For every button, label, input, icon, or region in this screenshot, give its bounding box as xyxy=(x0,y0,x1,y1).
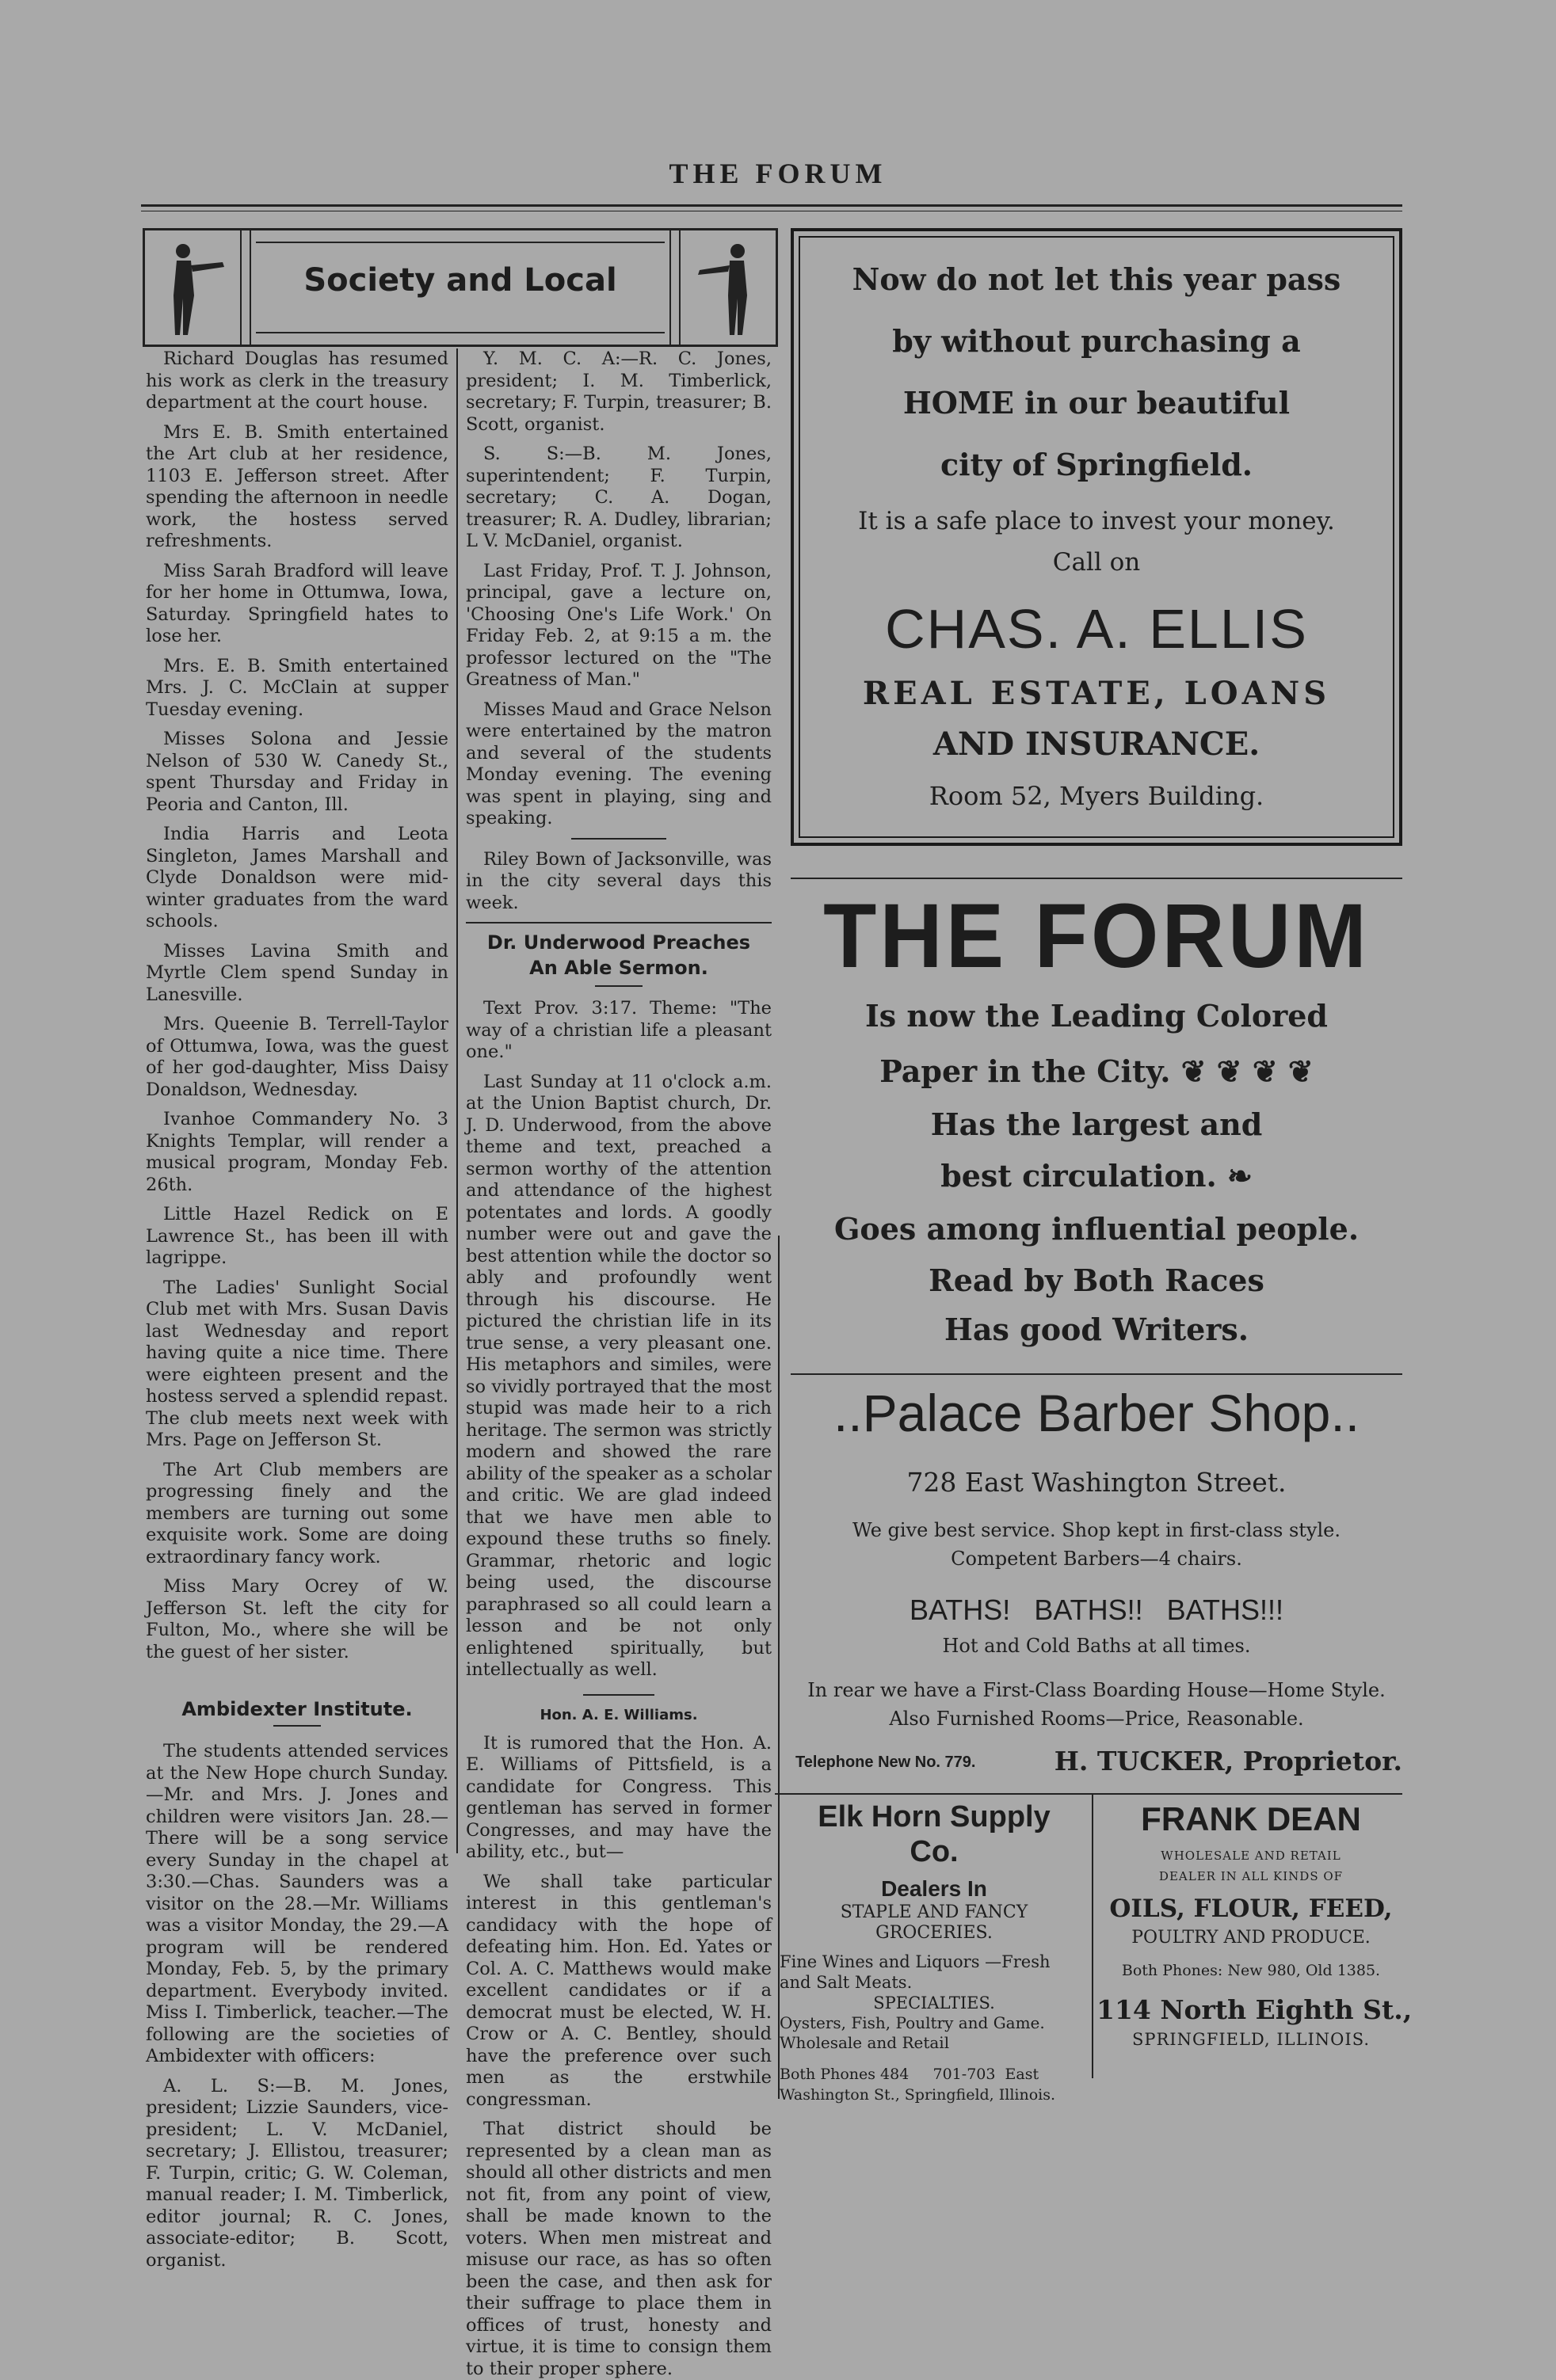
elkhorn-name-1: Elk Horn Supply xyxy=(780,1799,1089,1834)
local-item-3: Miss Sarah Bradford will leave for her home in Ottumwa, Iowa, Saturday. Springfield hates to lose her. xyxy=(146,561,448,648)
ellis-business-2: AND INSURANCE. xyxy=(794,725,1399,763)
ambidexter-heading: Ambidexter Institute. xyxy=(146,1698,448,1720)
local-item-4: Mrs. E. B. Smith entertained Mrs. J. C. McClain at supper Tuesday evening. xyxy=(146,656,448,722)
underwood-item-2: Last Sunday at 11 o'clock a.m. at the Union Baptist church, Dr. J. D. Underwood, from the above theme and text, preached a sermon worthy of the attention and attendance of the highest potentates and lords. A goodly number were out and gave the best attention while the doctor so ably and profoundly went through his discourse. He pictured the christian life in its true sense, a very pleasant one. His metaphors and similes, were so vividly portrayed that the most stupid was made heir to a rich heritage. The sermon was strictly modern and showed the rare ability of the speaker as a scholar and critic. We are glad indeed that we have men able to expound these truths so finely. Grammar, rhetoric and logic being used, the discourse paraphrased so all could learn a lesson and be not only enlightened spiritually, but intellectually as well. xyxy=(466,1072,772,1681)
society-officers-item-2: S. S:—B. M. Jones, superintendent; F. Turpin, secretary; C. A. Dogan, treasurer; R. A. Dudley, librarian; L V. McDaniel, organist. xyxy=(466,444,772,553)
forum-line-5: Goes among influential people. xyxy=(791,1202,1402,1256)
society-officers-item-4: Misses Maud and Grace Nelson were entertained by the matron and several of the students Monday evening. The evening was spent in playing, sing and speaking. xyxy=(466,699,772,830)
waiter-right-icon xyxy=(690,240,761,338)
barber-service-2: Competent Barbers—4 chairs. xyxy=(791,1548,1402,1570)
dean-ad xyxy=(1096,1799,1405,2051)
local-item-1: Richard Douglas has resumed his work as clerk in the treasury department at the court house. xyxy=(146,348,448,414)
elkhorn-phones-1: Both Phones 484 701-703 East xyxy=(780,2064,1089,2085)
elkhorn-staple: STAPLE AND FANCY xyxy=(780,1902,1089,1923)
forum-line-3: Has the largest and xyxy=(791,1099,1402,1150)
forum-ad-rule xyxy=(791,878,1402,879)
bottom-ads-divider xyxy=(1092,1793,1093,2078)
dean-poultry: POULTRY AND PRODUCE. xyxy=(1096,1926,1405,1950)
barber-board-1: In rear we have a First-Class Boarding House—Home Style. xyxy=(791,1679,1402,1701)
ellis-safe: It is a safe place to invest your money. xyxy=(794,507,1399,535)
ellis-line-3: HOME in our beautiful xyxy=(794,372,1399,434)
underwood-items xyxy=(466,998,772,1681)
dean-sub-1: WHOLESALE AND RETAIL xyxy=(1096,1845,1405,1866)
dean-city: SPRINGFIELD, ILLINOIS. xyxy=(1096,2028,1405,2051)
elkhorn-oysters-2: Wholesale and Retail xyxy=(780,2033,1089,2053)
column-2-items xyxy=(466,348,772,830)
elkhorn-dealers: Dealers In xyxy=(780,1875,1089,1902)
barber-telephone: Telephone New No. 779. xyxy=(795,1754,975,1772)
elkhorn-oysters-1: Oysters, Fish, Poultry and Game. xyxy=(780,2013,1089,2033)
ellis-line-1: Now do not let this year pass xyxy=(794,249,1399,310)
williams-item-1: It is rumored that the Hon. A. E. Williams of Pittsfield, is a candidate for Congress. This gentleman has served in former Congresses, and may have the ability, etc., but— xyxy=(466,1733,772,1864)
riley-rule xyxy=(571,838,666,840)
ellis-ad xyxy=(791,228,1402,846)
ambidexter-item-1: The students attended services at the New Hope church Sunday.—Mr. and Mrs. J. Jones and children were visitors Jan. 28.—There will be a song service every Sunday in the chapel at 3:30.—Chas. Saunders was a visitor on the 28.—Mr. Williams was a visitor Monday, the 29.—A program will be rendered Monday, Feb. 5, by the primary department. Everybody invited. Miss I. Timberlick, teacher.—The following are the societies of Ambidexter with officers: xyxy=(146,1741,448,2068)
williams-heading: Hon. A. E. Williams. xyxy=(466,1707,772,1723)
barber-title: ..Palace Barber Shop.. xyxy=(791,1383,1402,1443)
elkhorn-specialties: SPECIALTIES. xyxy=(780,1993,1089,2013)
local-item-5: Misses Solona and Jessie Nelson of 530 W. Canedy St., spent Thursday and Friday in Peoria and Canton, Ill. xyxy=(146,729,448,816)
ambidexter-item-2: A. L. S:—B. M. Jones, president; Lizzie Saunders, vice-president; L. V. McDaniel, secretary; J. Ellistou, treasurer; F. Turpin, critic; G. W. Coleman, manual reader; I. M. Timberlick, editor journal; R. C. Jones, associate-editor; B. Scott, organist. xyxy=(146,2076,448,2272)
forum-ad-title: THE FORUM xyxy=(791,883,1402,988)
barber-hot-cold: Hot and Cold Baths at all times. xyxy=(791,1635,1402,1657)
local-item-11: The Ladies' Sunlight Social Club met with Mrs. Susan Davis last Wednesday and report having quite a nice time. There were eighteen present and the hostess served a splendid repast. The club meets next week with Mrs. Page on Jefferson St. xyxy=(146,1278,448,1452)
underwood-rule xyxy=(466,922,772,923)
underwood-heading-2: An Able Sermon. xyxy=(466,955,772,981)
local-item-9: Ivanhoe Commandery No. 3 Knights Templar, will render a musical program, Monday Feb. 26th. xyxy=(146,1109,448,1196)
elkhorn-ad xyxy=(780,1799,1089,2105)
forum-line-4: best circulation. ❧ xyxy=(791,1150,1402,1202)
underwood-heading-1: Dr. Underwood Preaches xyxy=(466,930,772,955)
barber-address: 728 East Washington Street. xyxy=(791,1467,1402,1498)
local-item-8: Mrs. Queenie B. Terrell-Taylor of Ottumwa, Iowa, was the guest of her god-daughter, Miss Daisy Donaldson, Wednesday. xyxy=(146,1014,448,1101)
column-1 xyxy=(146,348,448,2075)
dean-address: 114 North Eighth St., xyxy=(1096,1993,1405,2028)
dean-name: FRANK DEAN xyxy=(1096,1799,1405,1839)
masthead-rule xyxy=(141,204,1402,207)
barber-ad-rule xyxy=(791,1373,1402,1375)
local-item-12: The Art Club members are progressing finely and the members are turning out some exquisite work. Some are doing extraordinary fancy work. xyxy=(146,1460,448,1569)
elkhorn-groceries: GROCERIES. xyxy=(780,1923,1089,1944)
riley-item: Riley Bown of Jacksonville, was in the city several days this week. xyxy=(466,849,772,915)
dean-phones: Both Phones: New 980, Old 1385. xyxy=(1096,1959,1405,1982)
ellis-line-2: by without purchasing a xyxy=(794,310,1399,372)
column-1-items xyxy=(146,348,448,1663)
forum-line-1: Is now the Leading Colored xyxy=(791,988,1402,1044)
ellis-business-1: REAL ESTATE, LOANS xyxy=(794,675,1399,712)
ellis-room: Room 52, Myers Building. xyxy=(794,781,1399,811)
local-item-10: Little Hazel Redick on E Lawrence St., has been ill with lagrippe. xyxy=(146,1204,448,1270)
barber-proprietor: H. TUCKER, Proprietor. xyxy=(1046,1746,1402,1776)
dean-goods: OILS, FLOUR, FEED, xyxy=(1096,1891,1405,1926)
williams-rule xyxy=(583,1694,654,1696)
barber-service-1: We give best service. Shop kept in first-class style. xyxy=(791,1519,1402,1541)
masthead: THE FORUM xyxy=(0,157,1556,190)
barber-board-2: Also Furnished Rooms—Price, Reasonable. xyxy=(791,1708,1402,1730)
barber-baths: BATHS! BATHS!! BATHS!!! xyxy=(791,1594,1402,1627)
dean-sub-2: DEALER IN ALL KINDS OF xyxy=(1096,1866,1405,1887)
society-header-title: Society and Local xyxy=(256,262,665,299)
elkhorn-wines-1: Fine Wines and Liquors —Fresh xyxy=(780,1952,1089,1972)
local-item-2: Mrs E. B. Smith entertained the Art club at her residence, 1103 E. Jefferson street. After spending the afternoon in needle work, the hostess served refreshments. xyxy=(146,422,448,553)
ambidexter-items xyxy=(146,1741,448,2271)
elkhorn-wines-2: and Salt Meats. xyxy=(780,1972,1089,1993)
waiter-left-icon xyxy=(159,240,231,338)
forum-line-6: Read by Both Races xyxy=(791,1256,1402,1305)
local-item-6: India Harris and Leota Singleton, James Marshall and Clyde Donaldson were mid-winter graduates from the ward schools. xyxy=(146,824,448,933)
williams-items xyxy=(466,1733,772,2380)
ellis-name: CHAS. A. ELLIS xyxy=(794,597,1399,661)
williams-item-2: We shall take particular interest in this gentleman's candidacy with the hope of defeating him. Hon. Ed. Yates or Col. A. C. Matthews would make excellent candidates or if a democrat must be elected, W. H. Crow or A. C. Bentley, should have the preference over such men as the erstwhile congressman. xyxy=(466,1872,772,2112)
column-divider-1 xyxy=(456,348,458,1853)
underwood-short-rule xyxy=(595,985,643,987)
forum-line-2: Paper in the City. ❦ ❦ ❦ ❦ xyxy=(791,1044,1402,1099)
society-officers-item-1: Y. M. C. A:—R. C. Jones, president; I. M. Timberlick, secretary; F. Turpin, treasurer; B. Scott, organist. xyxy=(466,348,772,436)
ambidexter-rule xyxy=(273,1725,321,1727)
elkhorn-name-2: Co. xyxy=(780,1834,1089,1869)
local-item-7: Misses Lavina Smith and Myrtle Clem spend Sunday in Lanesville. xyxy=(146,941,448,1007)
local-item-13: Miss Mary Ocrey of W. Jefferson St. left the city for Fulton, Mo., where she will be the guest of her sister. xyxy=(146,1576,448,1663)
society-officers-item-3: Last Friday, Prof. T. J. Johnson, principal, gave a lecture on, 'Choosing One's Life Work.' On Friday Feb. 2, at 9:15 a m. the professor lectured on the "The Greatness of Man." xyxy=(466,561,772,691)
ellis-call-on: Call on xyxy=(794,548,1399,577)
society-header-box xyxy=(143,228,778,347)
underwood-item-1: Text Prov. 3:17. Theme: "The way of a christian life a pleasant one." xyxy=(466,998,772,1064)
column-2 xyxy=(466,348,772,2075)
williams-item-3: That district should be represented by a clean man as should all other districts and men not fit, from any point of view, shall be made known to the voters. When men mistreat and misuse our race, as has so often been the case, and then ask for their suffrage to place them in offices of trust, honesty and virtue, it is time to consign them to their proper sphere. xyxy=(466,2119,772,2380)
bottom-ads-rule xyxy=(775,1793,1402,1795)
elkhorn-phones-2: Washington St., Springfield, Illinois. xyxy=(780,2085,1089,2105)
ellis-line-4: city of Springfield. xyxy=(794,434,1399,496)
forum-line-7: Has good Writers. xyxy=(791,1305,1402,1354)
